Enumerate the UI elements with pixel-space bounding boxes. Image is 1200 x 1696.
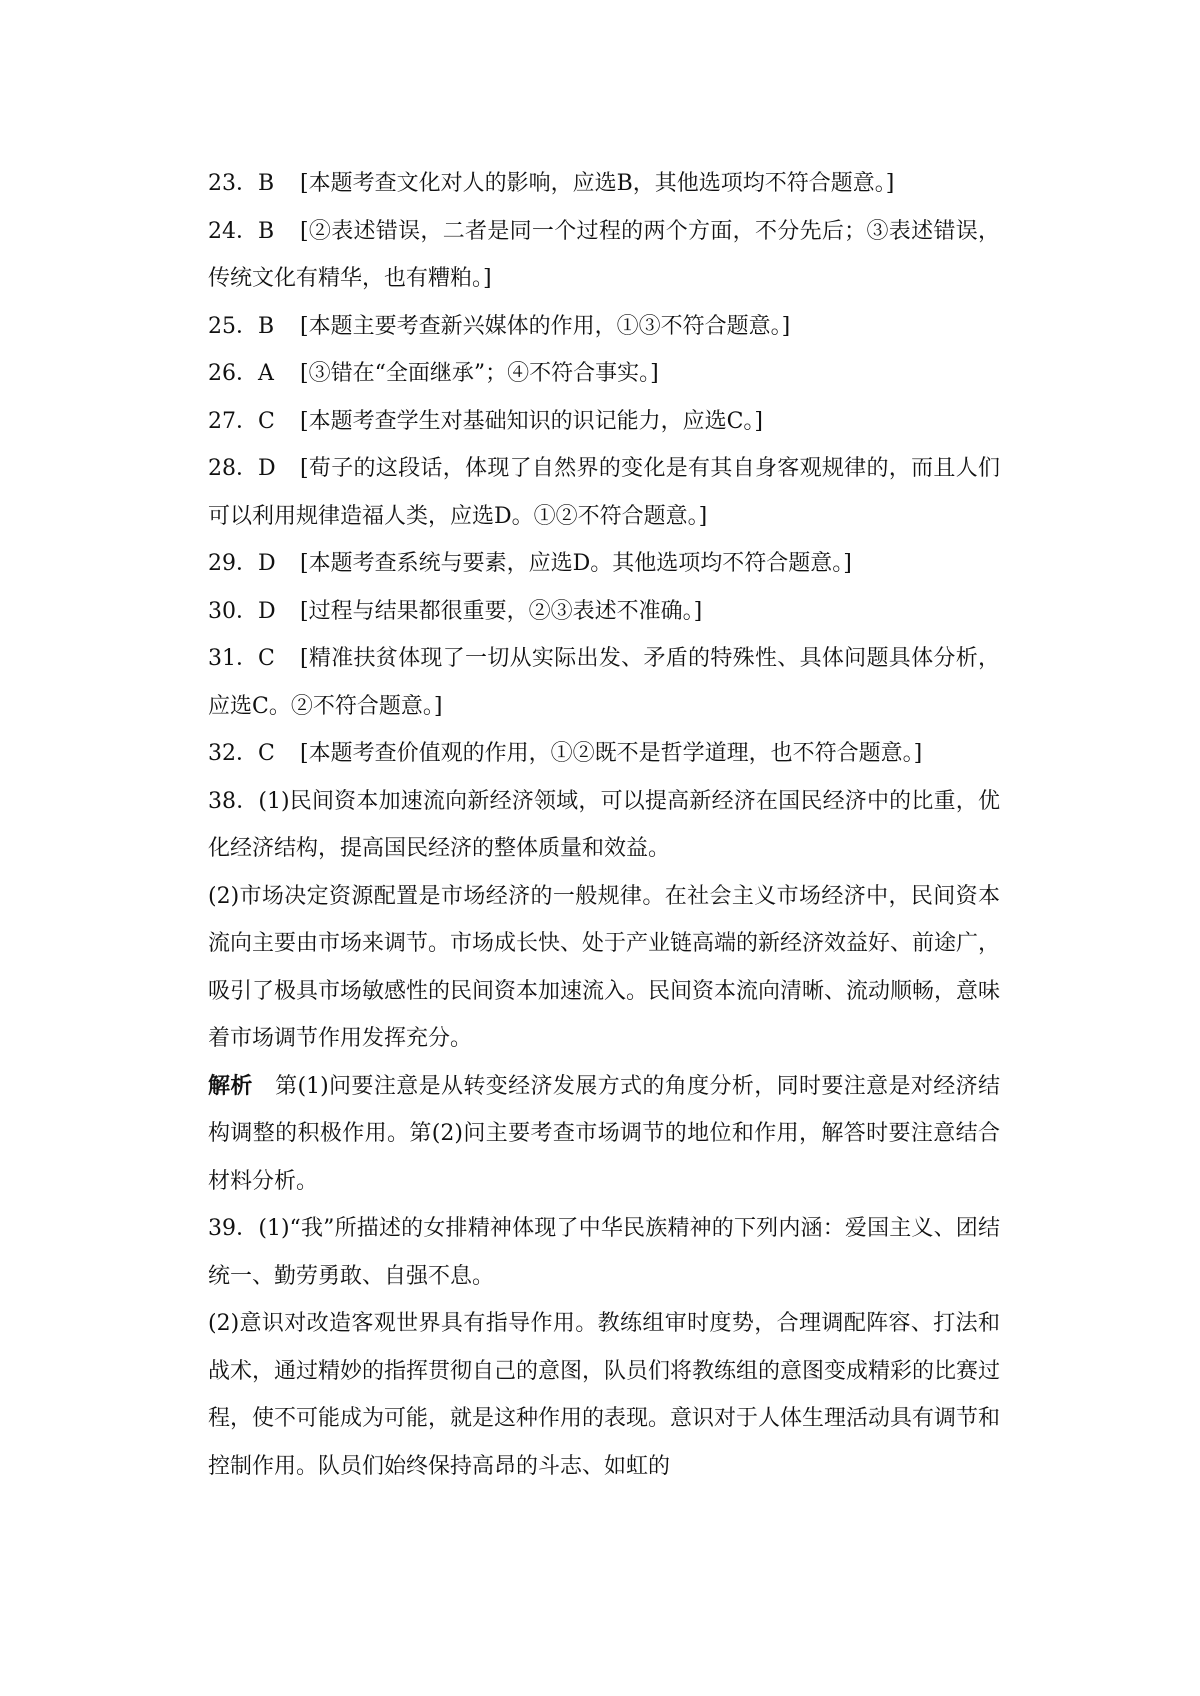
answer-25 bbox=[208, 303, 1000, 351]
answer-explanation: [精准扶贫体现了一切从实际出发、矛盾的特殊性、具体问题具体分析，应选C。②不符合题意。] bbox=[208, 646, 1000, 719]
answer-number: 31．C bbox=[208, 646, 275, 671]
answer-explanation: [荀子的这段话，体现了自然界的变化是有其自身客观规律的，而且人们可以利用规律造福人类，应选D。①②不符合题意。] bbox=[208, 456, 1000, 529]
answer-explanation: [本题考查文化对人的影响，应选B，其他选项均不符合题意。] bbox=[300, 171, 895, 196]
answer-39-part-2: (2)意识对改造客观世界具有指导作用。教练组审时度势，合理调配阵容、打法和战术，通过精妙的指挥贯彻自己的意图，队员们将教练组的意图变成精彩的比赛过程，使不可能成为可能，就是这种作用的表现。意识对于人体生理活动具有调节和控制作用。队员们始终保持高昂的斗志、如虹的 bbox=[208, 1311, 1001, 1479]
answer-number: 25．B bbox=[208, 313, 275, 339]
answer-explanation: [本题考查学生对基础知识的识记能力，应选C。] bbox=[300, 408, 764, 434]
answer-explanation: [③错在“全面继承”；④不符合事实。] bbox=[300, 361, 659, 386]
answer-24 bbox=[208, 208, 1000, 303]
answer-29 bbox=[208, 540, 1000, 588]
answer-explanation: [本题考查价值观的作用，①②既不是哲学道理，也不符合题意。] bbox=[300, 741, 923, 766]
answer-28 bbox=[208, 445, 1000, 540]
answer-explanation: [本题主要考查新兴媒体的作用，①③不符合题意。] bbox=[300, 313, 791, 339]
answer-38-part-1: 38．(1)民间资本加速流向新经济领域，可以提高新经济在国民经济中的比重，优化经济结构，提高国民经济的整体质量和效益。 bbox=[208, 788, 1000, 861]
answer-26 bbox=[208, 350, 1000, 398]
answer-number: 28．D bbox=[208, 456, 276, 481]
answer-27 bbox=[208, 398, 1000, 446]
answer-number: 27．C bbox=[208, 408, 275, 434]
answer-number: 24．B bbox=[208, 218, 275, 244]
answer-number: 26．A bbox=[208, 361, 274, 386]
answer-38-analysis bbox=[208, 1063, 1000, 1206]
answer-number: 30．D bbox=[208, 598, 276, 624]
answer-38-part-2: (2)市场决定资源配置是市场经济的一般规律。在社会主义市场经济中，民间资本流向主要由市场来调节。市场成长快、处于产业链高端的新经济效益好、前途广，吸引了极具市场敏感性的民间资本加速流入。民间资本流向清晰、流动顺畅，意味着市场调节作用发挥充分。 bbox=[208, 883, 1001, 1051]
answer-number: 32．C bbox=[208, 741, 275, 766]
answer-explanation: [本题考查系统与要素，应选D。其他选项均不符合题意。] bbox=[300, 551, 852, 576]
analysis-label: 解析 bbox=[208, 1072, 253, 1099]
answer-31 bbox=[208, 635, 1000, 730]
answer-32 bbox=[208, 730, 1000, 778]
analysis-text: 第(1)问要注意是从转变经济发展方式的角度分析，同时要注意是对经济结构调整的积极作用。第(2)问主要考查市场调节的地位和作用，解答时要注意结合材料分析。 bbox=[208, 1073, 1000, 1194]
answer-30 bbox=[208, 588, 1000, 636]
answer-explanation: [②表述错误，二者是同一个过程的两个方面，不分先后；③表述错误，传统文化有精华，也有糟粕。] bbox=[208, 218, 1000, 291]
answer-39-part-1: 39．(1)“我”所描述的女排精神体现了中华民族精神的下列内涵：爱国主义、团结统一、勤劳勇敢、自强不息。 bbox=[208, 1216, 1000, 1289]
answer-explanation: [过程与结果都很重要，②③表述不准确。] bbox=[300, 598, 703, 624]
answer-number: 29．D bbox=[208, 551, 276, 576]
answer-page bbox=[208, 160, 1000, 1490]
answer-number: 23．B bbox=[208, 171, 275, 196]
answer-23 bbox=[208, 160, 1000, 208]
